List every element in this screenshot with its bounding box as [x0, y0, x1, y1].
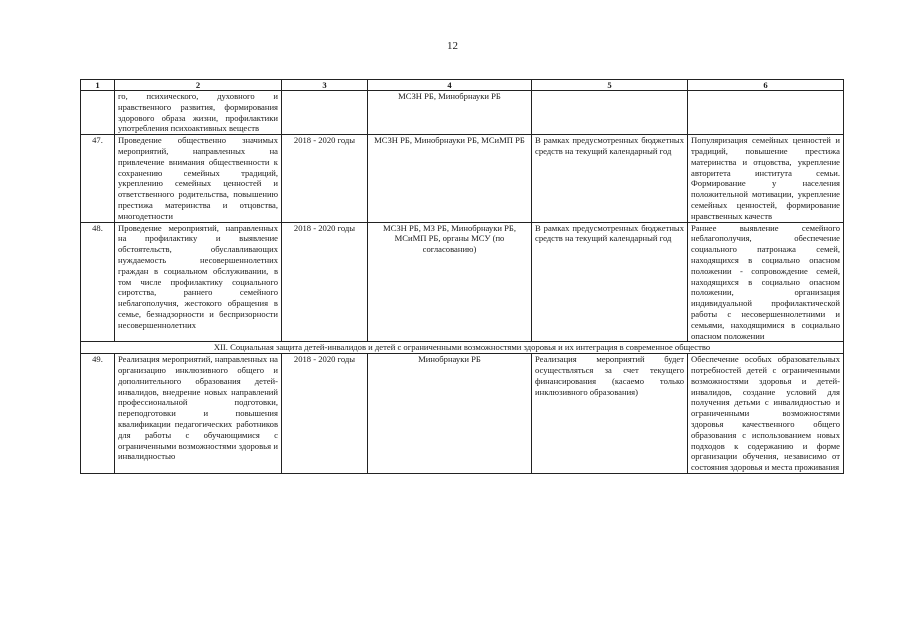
- program-table: [80, 79, 844, 474]
- table-row: [81, 354, 844, 474]
- column-header: 1: [81, 80, 115, 91]
- years-cell: [282, 91, 368, 135]
- executors-cell: Минобрнауки РБ: [368, 354, 532, 474]
- years-cell: 2018 - 2020 годы: [282, 222, 368, 342]
- column-header: 2: [115, 80, 282, 91]
- table-row: [81, 222, 844, 342]
- section-title: XII. Социальная защита детей-инвалидов и детей с ограниченными возможностями здоровья и их интеграция в современное общество: [81, 342, 844, 354]
- funding-cell: [532, 91, 688, 135]
- page-number: 12: [447, 40, 458, 52]
- row-number-cell: 47.: [81, 135, 115, 222]
- row-number-cell: 49.: [81, 354, 115, 474]
- measure-cell: Реализация мероприятий, направленных на организацию инклюзивного общего и дополнительного образования детей-инвалидов, внедрение новых направлений профессиональной подготовки, переподготовки и повышения квалификации педагогических работников для работы с обучающимися с ограниченными возможностями здоровья и инвалидностью: [115, 354, 282, 474]
- column-header: 4: [368, 80, 532, 91]
- funding-cell: В рамках предусмотренных бюджетных средств на текущий календарный год: [532, 222, 688, 342]
- result-cell: Обеспечение особых образовательных потребностей детей с ограниченными возможностями здоровья и детей-инвалидов, создание условий для получения детьми с инвалидностью и ограниченными возможностями здоровья качественного общего образования с использованием новых подходов к содержанию и форме организации обучения, независимо от состояния здоровья и места проживания: [688, 354, 844, 474]
- row-number-cell: 48.: [81, 222, 115, 342]
- years-cell: 2018 - 2020 годы: [282, 135, 368, 222]
- result-cell: Раннее выявление семейного неблагополучия, обеспечение социального патронажа семей, находящихся в социально опасном положении - сопровождение семей, находящихся в социально опасном положении, организация индивидуальной профилактической работы с несовершеннолетними и семьями, находящимися в социально опасном положении: [688, 222, 844, 342]
- funding-cell: Реализация мероприятий будет осуществляться за счет текущего финансирования (касаемо только инклюзивного образования): [532, 354, 688, 474]
- funding-cell: В рамках предусмотренных бюджетных средств на текущий календарный год: [532, 135, 688, 222]
- executors-cell: МСЗН РБ, Минобрнауки РБ, МСиМП РБ: [368, 135, 532, 222]
- result-cell: Популяризация семейных ценностей и традиций, повышение престижа материнства и отцовства, укрепление авторитета института семьи. Формирование у населения положительной мотивации, укрепление семейных ценностей, формирование нравственных качеств: [688, 135, 844, 222]
- measure-cell: Проведение общественно значимых мероприятий, направленных на привлечение внимания общественности к сохранению семейных традиций, укреплению семейных ценностей и ответственного родительства, повышению престижа материнства и отцовства, многодетности: [115, 135, 282, 222]
- executors-cell: МСЗН РБ, МЗ РБ, Минобрнауки РБ, МСиМП РБ, органы МСУ (по согласованию): [368, 222, 532, 342]
- column-header: 6: [688, 80, 844, 91]
- table-header-row: [81, 80, 844, 91]
- column-header: 5: [532, 80, 688, 91]
- executors-cell: МСЗН РБ, Минобрнауки РБ: [368, 91, 532, 135]
- section-heading-row: [81, 342, 844, 354]
- years-cell: 2018 - 2020 годы: [282, 354, 368, 474]
- column-header: 3: [282, 80, 368, 91]
- result-cell: [688, 91, 844, 135]
- row-number-cell: [81, 91, 115, 135]
- measure-cell: Проведение мероприятий, направленных на профилактику и выявление обстоятельств, обуславливающих нуждаемость несовершеннолетних граждан в социальном обслуживании, в том числе профилактику социального сиротства, раннего семейного неблагополучия, жестокого обращения в семье, безнадзорности и беспризорности несовершеннолетних: [115, 222, 282, 342]
- table-row: [81, 91, 844, 135]
- table-row: [81, 135, 844, 222]
- measure-cell: го, психического, духовного и нравственного развития, формирования здорового образа жизни, профилактики употребления психоактивных веществ: [115, 91, 282, 135]
